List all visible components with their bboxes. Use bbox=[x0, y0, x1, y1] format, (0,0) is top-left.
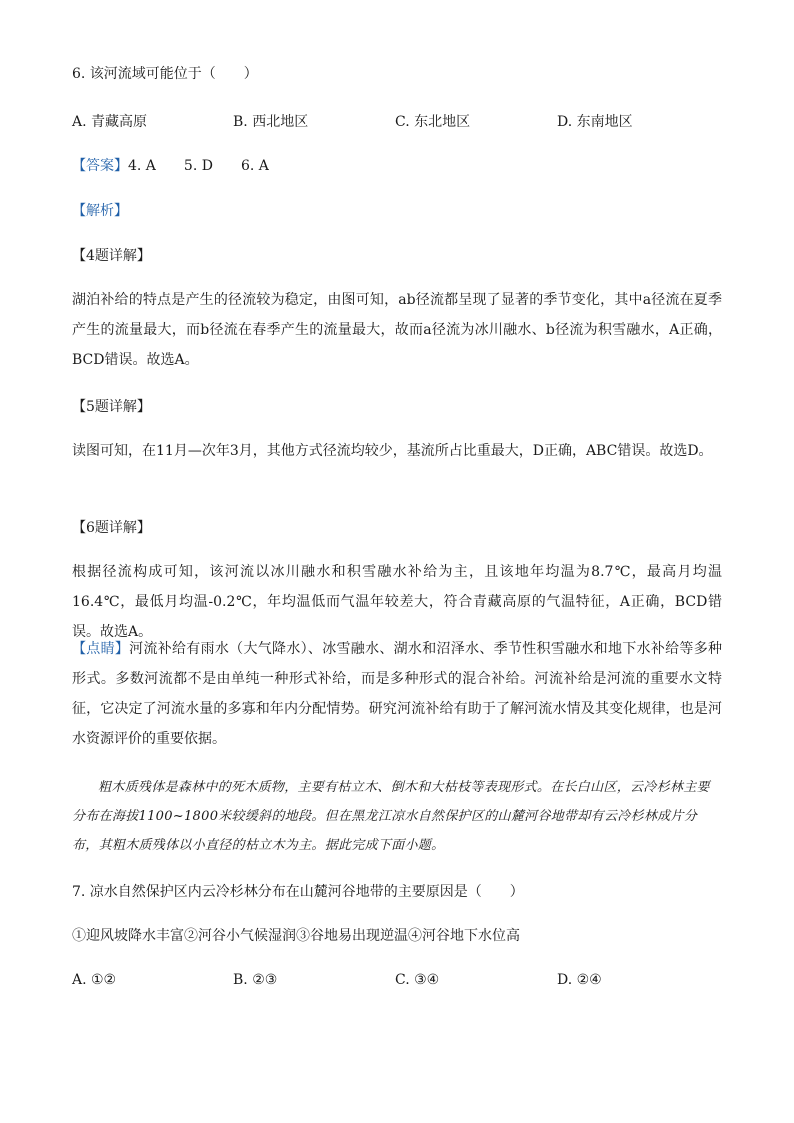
q7-option-a: A. ①② bbox=[72, 972, 117, 988]
q6-option-a: A. 青藏高原 bbox=[72, 114, 148, 130]
answer-tag: 【答案】 bbox=[72, 158, 128, 174]
detail-4-heading: 【4题详解】 bbox=[72, 248, 151, 264]
q6-option-c: C. 东北地区 bbox=[395, 114, 471, 130]
answer-text: 4. A 5. D 6. A bbox=[128, 158, 269, 174]
detail-5-heading: 【5题详解】 bbox=[72, 399, 151, 415]
q7-option-c: C. ③④ bbox=[395, 972, 440, 988]
question-7-stem: 7. 凉水自然保护区内云冷杉林分布在山麓河谷地带的主要原因是（ ） bbox=[72, 884, 524, 900]
tip-paragraph bbox=[72, 634, 722, 754]
q6-option-b: B. 西北地区 bbox=[233, 114, 309, 130]
detail-5-body: 读图可知，在11月—次年3月，其他方式径流均较少，基流所占比重最大，D正确，ABC错误。故选D。 bbox=[72, 443, 713, 459]
question-7-statements: ①迎风坡降水丰富②河谷小气候湿润③谷地易出现逆温④河谷地下水位高 bbox=[72, 928, 520, 944]
question-6-stem: 6. 该河流域可能位于（ ） bbox=[72, 66, 258, 82]
answer-line bbox=[72, 156, 269, 176]
detail-6-heading: 【6题详解】 bbox=[72, 520, 151, 536]
detail-4-body: 湖泊补给的特点是产生的径流较为稳定，由图可知，ab径流都呈现了显著的季节变化，其中a径流在夏季产生的流量最大，而b径流在春季产生的流量最大，故而a径流为冰川融水、b径流为积雪融水，A正确，BCD错误。故选A。 bbox=[72, 292, 722, 368]
q7-option-d: D. ②④ bbox=[557, 972, 602, 988]
detail-6-body: 根据径流构成可知，该河流以冰川融水和积雪融水补给为主，且该地年均温为8.7℃，最高月均温16.4℃，最低月均温-0.2℃，年均温低而气温年较差大，符合青藏高原的气温特征，A正确，BCD错误。故选A。 bbox=[72, 564, 722, 640]
tip-tag: 【点睛】 bbox=[72, 641, 130, 657]
reading-material: 粗木质残体是森林中的死木质物，主要有枯立木、倒木和大枯枝等表现形式。在长白山区，云冷杉林主要分布在海拔1100~1800米较缓斜的地段。但在黑龙江凉水自然保护区的山麓河谷地带却有云冷杉林成片分布，其粗木质残体以小直径的枯立木为主。据此完成下面小题。 bbox=[72, 780, 710, 853]
q6-option-d: D. 东南地区 bbox=[557, 114, 633, 130]
analysis-tag: 【解析】 bbox=[72, 203, 128, 219]
q7-option-b: B. ②③ bbox=[233, 972, 278, 988]
tip-body: 河流补给有雨水（大气降水）、冰雪融水、湖水和沼泽水、季节性积雪融水和地下水补给等多种形式。多数河流都不是由单纯一种形式补给，而是多种形式的混合补给。河流补给是河流的重要水文特征，它决定了河流水量的多寡和年内分配情势。研究河流补给有助于了解河流水情及其变化规律，也是河水资源评价的重要依据。 bbox=[72, 641, 722, 747]
